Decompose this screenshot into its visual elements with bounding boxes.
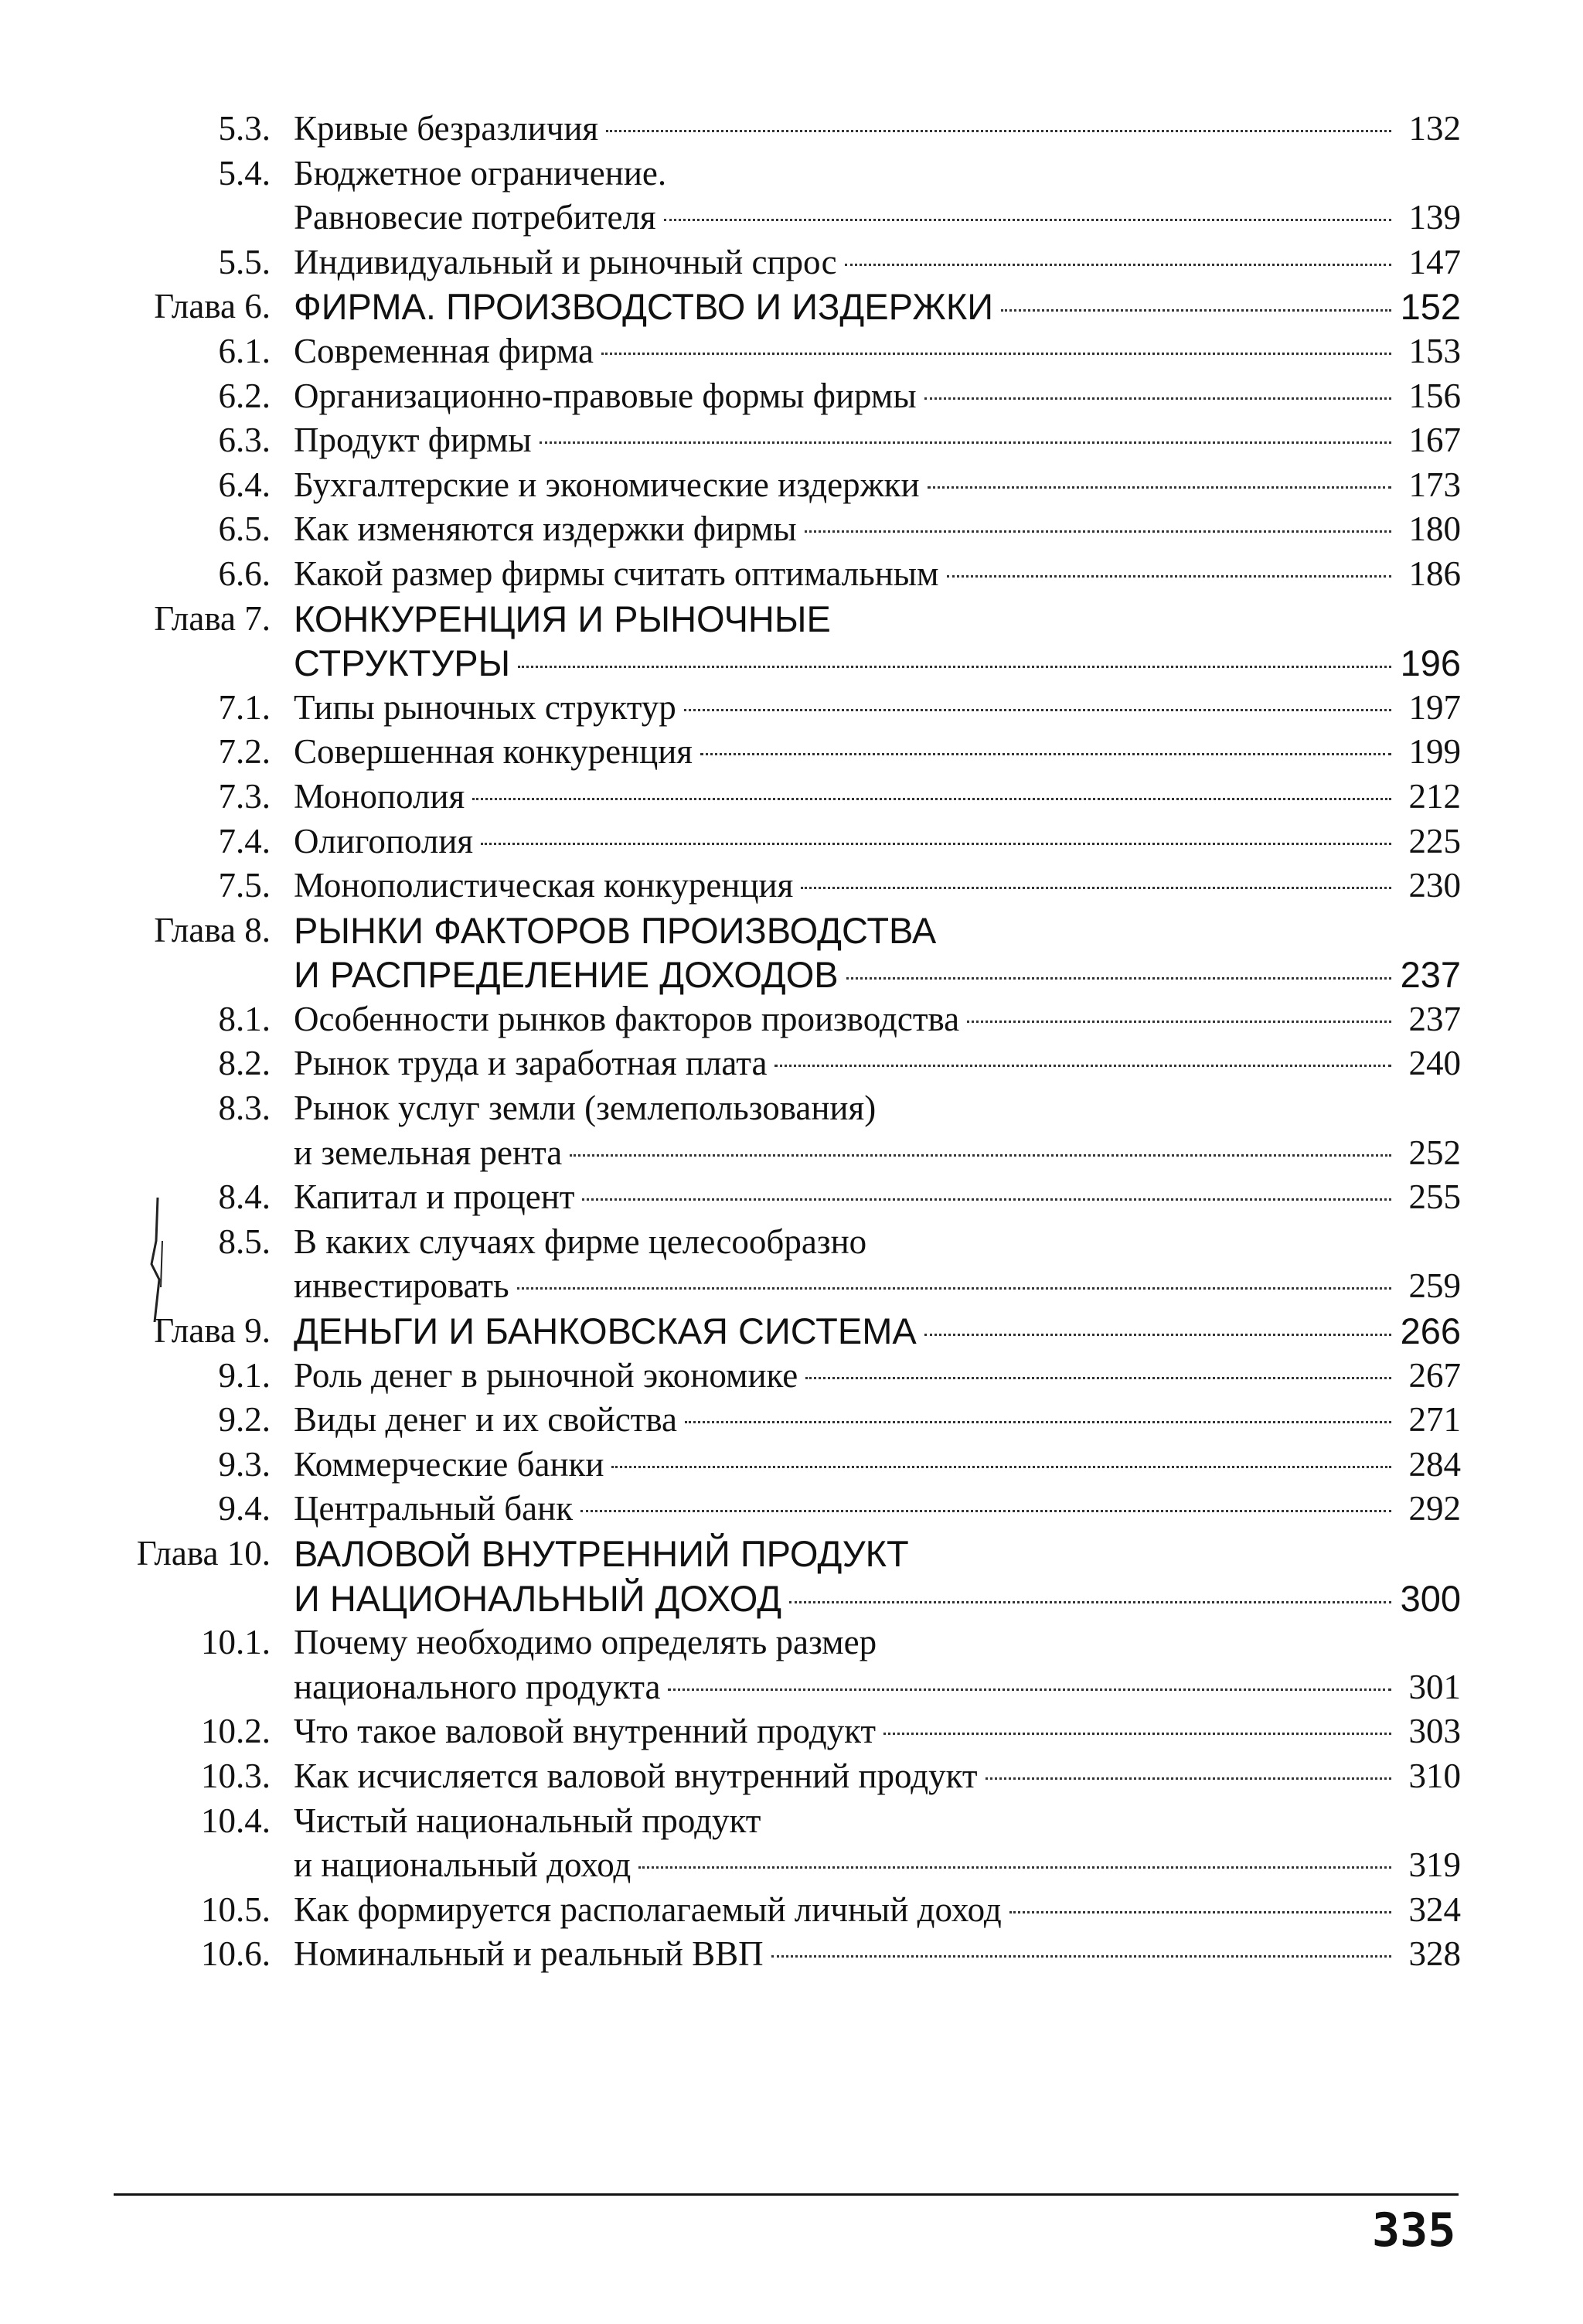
toc-entry-title-line [294, 1041, 1461, 1086]
toc-entry-title-line [294, 552, 1461, 597]
dot-leader [517, 1287, 1391, 1290]
toc-entry [100, 463, 1461, 508]
toc-entry [100, 1932, 1461, 1977]
toc-entry [100, 775, 1461, 820]
toc-entry-page: 153 [1408, 331, 1461, 370]
dot-leader [924, 397, 1391, 400]
toc-entry [100, 418, 1461, 463]
toc-entry-page: 197 [1408, 687, 1461, 727]
toc-entry-title-line [294, 1843, 1461, 1888]
dot-leader [774, 1065, 1391, 1067]
toc-entry-title-line [294, 240, 1461, 285]
toc-entry-title: КОНКУРЕНЦИЯ И РЫНОЧНЫЕ [294, 598, 831, 639]
toc-entry [100, 820, 1461, 864]
toc-entry [100, 1041, 1461, 1086]
toc-entry [100, 1754, 1461, 1799]
toc-entry-page: 319 [1408, 1845, 1461, 1885]
toc-entry-title-line [294, 641, 1461, 686]
toc-entry-page: 173 [1408, 465, 1461, 504]
toc-entry [100, 1620, 1461, 1709]
toc-entry-page: 324 [1408, 1890, 1461, 1929]
toc-entry-title: Роль денег в рыночной экономике [294, 1355, 798, 1395]
toc-entry-title: Виды денег и их свойства [294, 1400, 678, 1440]
toc-entry-title-line [294, 418, 1461, 463]
toc-entry-page: 271 [1408, 1400, 1461, 1440]
toc-entry [100, 1354, 1461, 1399]
toc-entry-title-line [294, 1709, 1461, 1754]
toc-entry-title: И РАСПРЕДЕЛЕНИЕ ДОХОДОВ [294, 954, 839, 996]
toc-entry-number: Глава 8. [154, 910, 271, 949]
toc-entry-title-line [294, 1086, 1461, 1131]
toc-entry-number: 6.4. [218, 465, 271, 504]
toc-entry-title-line [294, 1131, 1461, 1176]
toc-chapter [100, 1532, 1461, 1620]
toc-entry-title: Равновесие потребителя [294, 198, 656, 237]
toc-entry-title-line [294, 1799, 1461, 1844]
toc-entry-title: Номинальный и реальный ВВП [294, 1934, 764, 1974]
toc-entry-number: 10.5. [201, 1890, 271, 1929]
toc-entry-number: 5.3. [218, 109, 271, 148]
toc-entry-number: 8.1. [218, 999, 271, 1038]
toc-entry-number: 5.4. [218, 153, 271, 193]
toc-entry-title: Бюджетное ограничение. [294, 153, 667, 193]
toc-entry [100, 997, 1461, 1042]
toc-entry-title: РЫНКИ ФАКТОРОВ ПРОИЗВОДСТВА [294, 909, 937, 951]
toc-entry-title: Капитал и процент [294, 1177, 575, 1217]
toc-entry-number: 8.5. [218, 1222, 271, 1261]
toc-entry-title: ФИРМА. ПРОИЗВОДСТВО И ИЗДЕРЖКИ [294, 286, 993, 328]
toc-entry-number: 8.3. [218, 1089, 271, 1128]
toc-entry-number: 8.2. [218, 1044, 271, 1083]
toc-entry-number: 5.5. [218, 242, 271, 281]
toc-entry [100, 864, 1461, 908]
toc-entry-title: Особенности рынков факторов производства [294, 999, 960, 1038]
toc-entry-title: Бухгалтерские и экономические издержки [294, 465, 920, 504]
dot-leader [805, 1377, 1391, 1379]
toc-entry-page: 255 [1408, 1177, 1461, 1217]
toc-entry-page: 284 [1408, 1444, 1461, 1484]
toc-entry-title-line [294, 952, 1461, 997]
toc-entry-number: 9.3. [218, 1444, 271, 1484]
dot-leader [801, 887, 1391, 889]
toc-entry-page: 259 [1408, 1266, 1461, 1306]
toc-entry-title: Что такое валовой внутренний продукт [294, 1712, 877, 1751]
toc-entry-title-line [294, 1354, 1461, 1399]
toc-entry-title: Кривые безразличия [294, 109, 599, 148]
toc-entry-number: 10.3. [201, 1756, 271, 1795]
toc-chapter [100, 597, 1461, 686]
toc-entry [100, 1709, 1461, 1754]
toc-entry-page: 147 [1408, 242, 1461, 281]
toc-entry-page: 180 [1408, 509, 1461, 549]
margin-pen-mark [147, 1194, 170, 1326]
toc-entry-page: 152 [1400, 286, 1461, 328]
toc-entry-title-line [294, 285, 1461, 329]
toc-entry-title: Какой размер фирмы считать оптимальным [294, 554, 939, 593]
toc-entry-title-line [294, 686, 1461, 731]
toc-entry-title-line [294, 507, 1461, 552]
toc-entry-title: Чистый национальный продукт [294, 1801, 761, 1840]
toc-entry-title: Современная фирма [294, 331, 594, 370]
toc-chapter [100, 908, 1461, 997]
toc-entry [100, 507, 1461, 552]
toc-entry [100, 374, 1461, 419]
toc-entry-number: 10.4. [201, 1801, 271, 1840]
toc-entry-page: 300 [1400, 1577, 1461, 1619]
toc-entry [100, 1086, 1461, 1175]
toc-entry-title-line [294, 820, 1461, 864]
toc-entry-page: 132 [1408, 109, 1461, 148]
dot-leader [789, 1601, 1391, 1603]
toc-entry-number: 6.1. [218, 331, 271, 370]
toc-entry-title: Монополистическая конкуренция [294, 866, 794, 905]
toc-entry-title-line [294, 196, 1461, 240]
toc-entry-page: 267 [1408, 1355, 1461, 1395]
toc-entry [100, 1220, 1461, 1309]
toc-entry-title: В каких случаях фирме целесообразно [294, 1222, 867, 1261]
page-number: 335 [1372, 2203, 1456, 2258]
dot-leader [481, 843, 1391, 845]
toc-entry-page: 225 [1408, 821, 1461, 860]
toc-entry-title: ВАЛОВОЙ ВНУТРЕННИЙ ПРОДУКТ [294, 1533, 909, 1574]
toc-entry [100, 107, 1461, 152]
toc-entry-number: 7.2. [218, 732, 271, 772]
toc-entry-page: 167 [1408, 421, 1461, 460]
toc-entry-number: Глава 6. [154, 287, 271, 326]
dot-leader [638, 1866, 1391, 1869]
dot-leader [1001, 309, 1391, 312]
dot-leader [924, 1334, 1391, 1336]
toc-entry-page: 266 [1400, 1310, 1461, 1352]
toc-entry-title-line [294, 1620, 1461, 1665]
toc-entry-page: 230 [1408, 866, 1461, 905]
toc-entry-number: Глава 10. [136, 1534, 271, 1573]
toc-entry [100, 1443, 1461, 1487]
toc-entry-title: ДЕНЬГИ И БАНКОВСКАЯ СИСТЕМА [294, 1310, 917, 1352]
toc-entry-title-line [294, 107, 1461, 152]
toc-entry-page: 196 [1400, 642, 1461, 684]
dot-leader [518, 666, 1391, 668]
toc-entry-page: 301 [1408, 1667, 1461, 1706]
toc-entry-title: СТРУКТУРЫ [294, 642, 511, 684]
toc-entry-title-line [294, 329, 1461, 374]
toc-entry-title: Организационно-правовые формы фирмы [294, 376, 917, 415]
toc-entry-title-line [294, 997, 1461, 1042]
dot-leader [606, 130, 1391, 132]
toc-entry-title-line [294, 1754, 1461, 1799]
toc-entry-page: 212 [1408, 776, 1461, 816]
toc-entry-number: Глава 7. [154, 598, 271, 638]
toc-entry-page: 292 [1408, 1489, 1461, 1528]
toc-entry-title-line [294, 1443, 1461, 1487]
toc-entry-title: инвестировать [294, 1266, 509, 1306]
toc-entry [100, 1398, 1461, 1443]
toc-entry [100, 686, 1461, 731]
toc-entry-title-line [294, 864, 1461, 908]
toc-entry-title-line [294, 1532, 1461, 1576]
toc-entry [100, 329, 1461, 374]
toc-entry-title: Почему необходимо определять размер [294, 1623, 877, 1662]
dot-leader [611, 1466, 1391, 1468]
toc-entry-page: 186 [1408, 554, 1461, 593]
dot-leader [805, 530, 1391, 533]
toc-entry [100, 1888, 1461, 1933]
toc-entry-title-line [294, 1487, 1461, 1532]
toc-entry-number: 8.4. [218, 1177, 271, 1217]
toc-entry [100, 1799, 1461, 1888]
toc-chapter [100, 285, 1461, 329]
toc-entry-title: Центральный банк [294, 1489, 574, 1528]
toc-entry-title: Совершенная конкуренция [294, 732, 693, 772]
toc-entry-title-line [294, 1175, 1461, 1220]
toc-entry-title: Типы рыночных структур [294, 687, 676, 727]
dot-leader [700, 753, 1391, 755]
dot-leader [540, 441, 1391, 444]
toc-entry-title: Монополия [294, 776, 465, 816]
toc-entry-title-line [294, 374, 1461, 419]
toc-entry-title-line [294, 1220, 1461, 1265]
toc-entry-title-line [294, 1888, 1461, 1933]
dot-leader [771, 1955, 1391, 1958]
toc-entry-page: 156 [1408, 376, 1461, 415]
toc-entry-title: И НАЦИОНАЛЬНЫЙ ДОХОД [294, 1577, 782, 1619]
dot-leader [668, 1688, 1391, 1691]
toc-entry-title: Продукт фирмы [294, 421, 532, 460]
toc-chapter [100, 1309, 1461, 1354]
dot-leader [580, 1510, 1391, 1512]
toc-entry-number: 9.2. [218, 1400, 271, 1440]
toc-entry-title: Рынок труда и заработная плата [294, 1044, 768, 1083]
toc-entry-number: 9.4. [218, 1489, 271, 1528]
dot-leader [986, 1777, 1391, 1780]
toc-entry-title: национального продукта [294, 1667, 661, 1706]
toc-entry-number: 7.5. [218, 866, 271, 905]
toc-entry-title-line [294, 1398, 1461, 1443]
toc-entry-title: и земельная рента [294, 1133, 563, 1172]
dot-leader [684, 709, 1391, 711]
toc-entry [100, 552, 1461, 597]
toc-entry-page: 310 [1408, 1756, 1461, 1795]
toc-entry-number: 9.1. [218, 1355, 271, 1395]
toc-entry-number: 7.3. [218, 776, 271, 816]
toc-entry-title-line [294, 1264, 1461, 1309]
toc-entry-page: 252 [1408, 1133, 1461, 1172]
dot-leader [1009, 1911, 1391, 1913]
toc-entry-title: Коммерческие банки [294, 1444, 604, 1484]
toc-entry-title-line [294, 908, 1461, 953]
toc-entry-title-line [294, 1665, 1461, 1710]
toc-entry-title-line [294, 463, 1461, 508]
toc-entry-title: Как формируется располагаемый личный доход [294, 1890, 1002, 1929]
dot-leader [582, 1198, 1391, 1201]
toc-entry-number: 6.6. [218, 554, 271, 593]
toc-entry-number: 6.5. [218, 509, 271, 549]
toc-entry-page: 139 [1408, 198, 1461, 237]
toc-entry-number: 10.6. [201, 1934, 271, 1974]
toc-entry [100, 240, 1461, 285]
dot-leader [685, 1421, 1391, 1423]
dot-leader [967, 1021, 1391, 1023]
toc-entry-title-line [294, 597, 1461, 642]
toc-entry-title-line [294, 1309, 1461, 1354]
toc-entry-number: 7.4. [218, 821, 271, 860]
toc-entry-page: 199 [1408, 732, 1461, 772]
toc-entry-page: 237 [1400, 954, 1461, 996]
dot-leader [846, 977, 1391, 980]
toc-entry-page: 328 [1408, 1934, 1461, 1974]
dot-leader [928, 486, 1391, 489]
toc-entry-title: Как изменяются издержки фирмы [294, 509, 797, 549]
toc-entry-page: 303 [1408, 1712, 1461, 1751]
toc-entry-title: Индивидуальный и рыночный спрос [294, 242, 837, 281]
toc-entry-number: 7.1. [218, 687, 271, 727]
toc-entry-title-line [294, 775, 1461, 820]
toc-entry-number: 10.1. [201, 1623, 271, 1662]
table-of-contents [100, 107, 1461, 1977]
toc-entry-title: Олигополия [294, 821, 474, 860]
toc-entry-title-line [294, 1576, 1461, 1621]
dot-leader [947, 575, 1391, 578]
toc-entry-number: 6.3. [218, 421, 271, 460]
toc-entry-number: 10.2. [201, 1712, 271, 1751]
toc-entry-title-line [294, 1932, 1461, 1977]
toc-entry-title: Как исчисляется валовой внутренний продукт [294, 1756, 978, 1795]
toc-entry-title-line [294, 152, 1461, 196]
toc-entry-number: Глава 9. [154, 1311, 271, 1351]
dot-leader [845, 264, 1391, 266]
dot-leader [601, 353, 1391, 355]
toc-entry [100, 1487, 1461, 1532]
toc-entry-page: 237 [1408, 999, 1461, 1038]
footer-rule [114, 2193, 1459, 2196]
toc-entry-title: Рынок услуг земли (землепользования) [294, 1089, 877, 1128]
dot-leader [664, 219, 1391, 221]
toc-entry [100, 152, 1461, 240]
toc-entry-number: 6.2. [218, 376, 271, 415]
toc-entry-title: и национальный доход [294, 1845, 631, 1885]
toc-entry-title-line [294, 730, 1461, 775]
toc-entry-page: 240 [1408, 1044, 1461, 1083]
dot-leader [883, 1733, 1391, 1735]
toc-entry [100, 1175, 1461, 1220]
dot-leader [472, 798, 1391, 800]
dot-leader [570, 1154, 1391, 1157]
toc-entry [100, 730, 1461, 775]
